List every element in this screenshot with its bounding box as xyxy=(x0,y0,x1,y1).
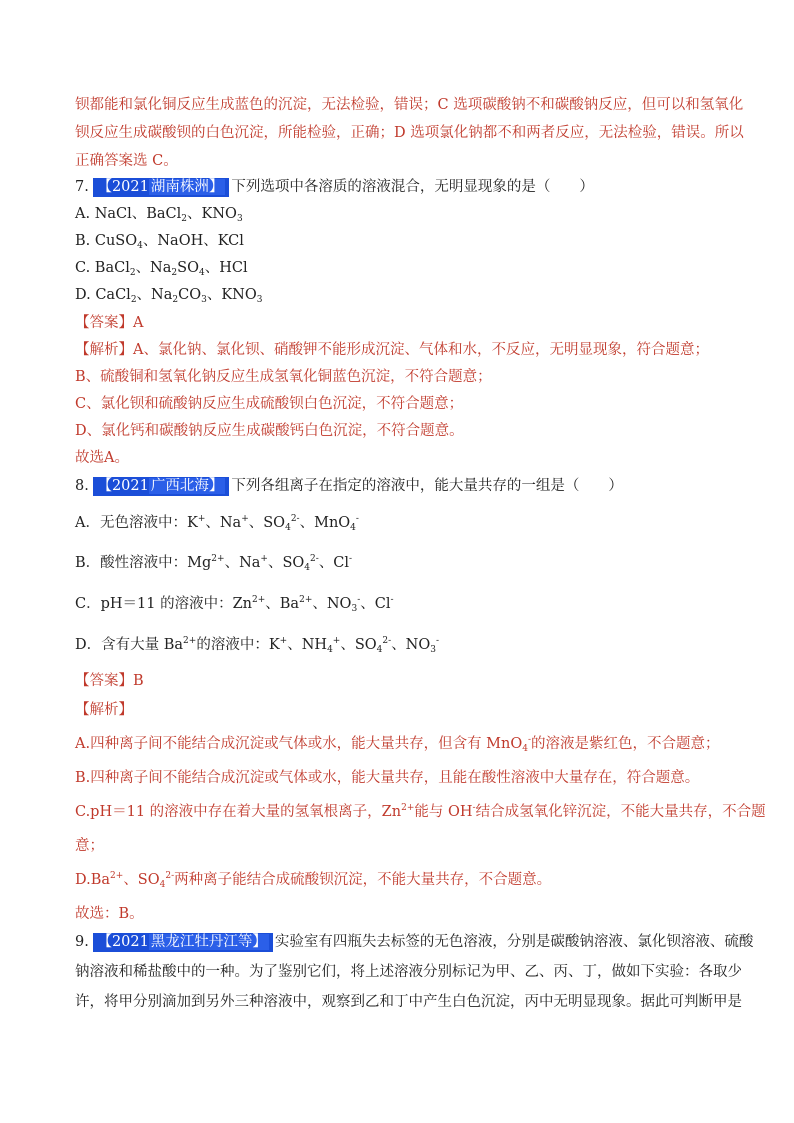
q8-opt-b-s3: 2- xyxy=(310,554,319,564)
q8-exp-c-sup2: - xyxy=(472,803,476,813)
q8-exp-d-s2: 2- xyxy=(165,871,175,881)
q8-answer: 【答案】B xyxy=(75,673,144,689)
q7-opt-c-sub3: 4 xyxy=(198,268,205,278)
q7-opt-c-mid: 、Na xyxy=(135,260,172,276)
q7-opt-b-text: B. CuSO xyxy=(75,233,138,249)
q8-exp-d-m1: 、SO xyxy=(123,872,160,888)
intro-line-3: 正确答案选 C。 xyxy=(75,153,178,169)
q7-option-b xyxy=(75,231,244,251)
q8-opt-c-s3: - xyxy=(357,595,361,605)
q8-opt-a-s3: 2- xyxy=(290,514,300,524)
q8-opt-b-m1: 、Na xyxy=(224,555,261,571)
q9-stem-line xyxy=(75,932,753,952)
q8-tag-year: 【2021 xyxy=(97,478,149,494)
q7-opt-d-sub2: 2 xyxy=(172,295,179,305)
q7-opt-d-sub4: 3 xyxy=(256,295,263,305)
intro-line-1: 钡都能和氯化铜反应生成蓝色的沉淀，无法检验，错误；C 选项碳酸钠不和碳酸钠反应，但可以和氢氧化 xyxy=(75,97,744,113)
q9-tag-region: 黑龙江牡丹江等】 xyxy=(150,934,267,950)
q9-tag-year: 【2021 xyxy=(97,934,149,950)
q7-option-c xyxy=(75,258,248,278)
q8-source-tag xyxy=(93,477,229,496)
q8-option-c xyxy=(75,594,394,614)
q8-opt-d-m1: 的溶液中：K xyxy=(196,637,280,653)
q8-exp-a-pre: A.四种离子间不能结合成沉淀或气体或水，能大量共存，但含有 MnO xyxy=(75,736,523,752)
q8-opt-b-m3: 、Cl xyxy=(318,555,350,571)
q8-option-b xyxy=(75,553,352,573)
q8-opt-d-m3: 、SO xyxy=(340,637,377,653)
q7-explanation-4: D、氯化钙和碳酸钠反应生成碳酸钙白色沉淀，不符合题意。 xyxy=(75,423,464,439)
q8-exp-d-pre: D.Ba xyxy=(75,872,111,888)
q7-number: 7. xyxy=(75,179,89,195)
q8-exp-a-sub: 4 xyxy=(522,744,528,754)
q8-opt-d-s5: - xyxy=(436,636,440,646)
q7-stem-line xyxy=(75,177,594,197)
q8-opt-c-s4: - xyxy=(390,595,394,605)
q9-line-1: 实验室有四瓶失去标签的无色溶液，分别是碳酸钠溶液、氯化钡溶液、硫酸 xyxy=(274,934,754,950)
q7-opt-c-sub2: 2 xyxy=(171,268,178,278)
q8-stem-line xyxy=(75,476,623,496)
q8-opt-d-b4: 4 xyxy=(376,645,383,655)
q7-opt-d-sub3: 3 xyxy=(201,295,207,305)
q8-opt-a-m1: 、Na xyxy=(205,515,242,531)
q7-opt-c-mid2: SO xyxy=(177,260,199,276)
q7-opt-d-mid: 、Na xyxy=(136,287,173,303)
q7-opt-b-sub: 4 xyxy=(137,241,143,251)
q8-opt-b-s4: - xyxy=(349,554,353,564)
q7-source-tag xyxy=(93,178,229,197)
q8-exp-d-b2: 4 xyxy=(159,880,166,890)
q8-opt-a-s4: - xyxy=(355,514,359,524)
q7-tag-region: 湖南株洲】 xyxy=(150,179,224,195)
q7-opt-d-sub: 2 xyxy=(130,295,137,305)
q7-answer: 【答案】A xyxy=(75,315,144,331)
q8-opt-b-m2: 、SO xyxy=(267,555,305,571)
q8-explanation-d xyxy=(75,870,551,890)
q8-explanation-b: B.四种离子间不能结合成沉淀或气体或水，能大量共存，且能在酸性溶液中大量存在，符合题意。 xyxy=(75,770,700,786)
q9-line-2: 钠溶液和稀盐酸中的一种。为了鉴别它们，将上述溶液分别标记为甲、乙、丙、丁，做如下实验：各取少 xyxy=(75,964,742,980)
q8-opt-d-s1: 2+ xyxy=(183,636,197,646)
q8-opt-d-b3: 4 xyxy=(327,645,333,655)
q7-opt-c-text: C. BaCl xyxy=(75,260,130,276)
q8-opt-c-b3: 3 xyxy=(351,604,358,614)
q7-opt-a-sub2: 3 xyxy=(236,214,243,224)
q8-opt-d-m4: 、NO xyxy=(391,637,431,653)
q8-opt-d-b5: 3 xyxy=(430,645,436,655)
q8-opt-b-s2: + xyxy=(260,554,268,564)
q7-option-d xyxy=(75,285,263,305)
q8-opt-c-m2: 、NO xyxy=(312,596,352,612)
q8-explanation-a xyxy=(75,734,720,754)
q8-opt-d-s3: + xyxy=(332,636,341,646)
q7-opt-c-rest: 、HCl xyxy=(204,260,248,276)
q8-option-d xyxy=(75,635,439,655)
q8-conclusion: 故选：B。 xyxy=(75,906,144,922)
q7-explanation-3: C、氯化钡和硫酸钠反应生成硫酸钡白色沉淀，不符合题意； xyxy=(75,396,464,412)
q8-exp-a-post: 的溶液是紫红色，不合题意； xyxy=(531,736,720,752)
q8-opt-b-b3: 4 xyxy=(304,563,311,573)
q7-opt-d-mid2: CO xyxy=(178,287,202,303)
q8-opt-b-s1: 2+ xyxy=(211,554,225,564)
q9-number: 9. xyxy=(75,934,89,950)
q8-option-a xyxy=(75,513,359,533)
q8-opt-d-s4: 2- xyxy=(382,636,392,646)
q8-opt-a-b3: 4 xyxy=(285,523,291,533)
q8-exp-c-post2: 结合成氢氧化锌沉淀，不能大量共存，不合题 xyxy=(475,804,766,820)
q8-opt-c-pre: C．pH＝11 的溶液中：Zn xyxy=(75,596,252,612)
intro-line-2: 钡反应生成碳酸钡的白色沉淀，所能检验，正确；D 选项氯化钠都不和两者反应，无法检验，错误。所以 xyxy=(75,125,744,141)
q8-opt-b-pre: B．酸性溶液中：Mg xyxy=(75,555,212,571)
q8-opt-a-pre: A．无色溶液中：K xyxy=(75,515,198,531)
q8-opt-d-m2: 、NH xyxy=(287,637,328,653)
q8-opt-c-s1: 2+ xyxy=(252,595,266,605)
q7-opt-a-rest: 、KNO xyxy=(187,206,237,222)
q8-exp-d-s1: 2+ xyxy=(110,871,124,881)
q7-opt-a-sub: 2 xyxy=(181,214,188,224)
q8-number: 8. xyxy=(75,478,89,494)
q8-tag-region: 广西北海】 xyxy=(150,478,224,494)
q7-option-a xyxy=(75,204,243,224)
q7-stem: 下列选项中各溶质的溶液混合，无明显现象的是（ ） xyxy=(231,179,594,195)
q7-opt-d-rest: 、KNO xyxy=(206,287,257,303)
q8-exp-d-post: 两种离子能结合成硫酸钡沉淀，不能大量共存，不合题意。 xyxy=(174,872,552,888)
q8-exp-a-sup: - xyxy=(528,735,532,745)
q7-explanation-2: B、硫酸铜和氢氧化钠反应生成氢氧化铜蓝色沉淀，不符合题意； xyxy=(75,369,492,385)
q7-tag-year: 【2021 xyxy=(97,179,149,195)
q8-stem: 下列各组离子在指定的溶液中，能大量共存的一组是（ ） xyxy=(231,478,623,494)
q9-line-3: 许，将甲分别滴加到另外三种溶液中，观察到乙和丁中产生白色沉淀，丙中无明显现象。据此可判断甲是 xyxy=(75,994,742,1010)
q7-opt-b-rest: 、NaOH、KCl xyxy=(142,233,244,249)
q8-opt-c-m1: 、Ba xyxy=(265,596,300,612)
q7-explanation-1: 【解析】A、氯化钠、氯化钡、硝酸钾不能形成沉淀、气体和水，不反应，无明显现象，符合题意； xyxy=(75,342,709,358)
q8-explanation-c xyxy=(75,802,766,822)
q8-opt-a-s2: + xyxy=(241,514,249,524)
q7-opt-d-text: D. CaCl xyxy=(75,287,131,303)
q8-opt-d-pre: D．含有大量 Ba xyxy=(75,637,184,653)
q8-opt-c-s2: 2+ xyxy=(299,595,313,605)
q8-opt-a-s1: + xyxy=(197,514,206,524)
q7-opt-a-text: A. NaCl、BaCl xyxy=(75,206,182,222)
q8-exp-c-sup: 2+ xyxy=(401,803,415,813)
q8-explanation-c-line2: 意； xyxy=(75,838,104,854)
q8-exp-c-post: 能与 OH xyxy=(414,804,473,820)
q7-conclusion: 故选A。 xyxy=(75,450,129,466)
q8-exp-c-pre: C.pH＝11 的溶液中存在着大量的氢氧根离子，Zn xyxy=(75,804,402,820)
q8-opt-a-m2: 、SO xyxy=(248,515,286,531)
q8-explanation-label: 【解析】 xyxy=(75,702,133,718)
q8-opt-a-m3: 、MnO xyxy=(299,515,351,531)
q8-opt-a-b4: 4 xyxy=(350,523,356,533)
q9-source-tag xyxy=(93,933,272,952)
q8-opt-d-s2: + xyxy=(279,636,288,646)
q8-opt-c-m3: 、Cl xyxy=(360,596,391,612)
q7-opt-c-sub: 2 xyxy=(129,268,136,278)
